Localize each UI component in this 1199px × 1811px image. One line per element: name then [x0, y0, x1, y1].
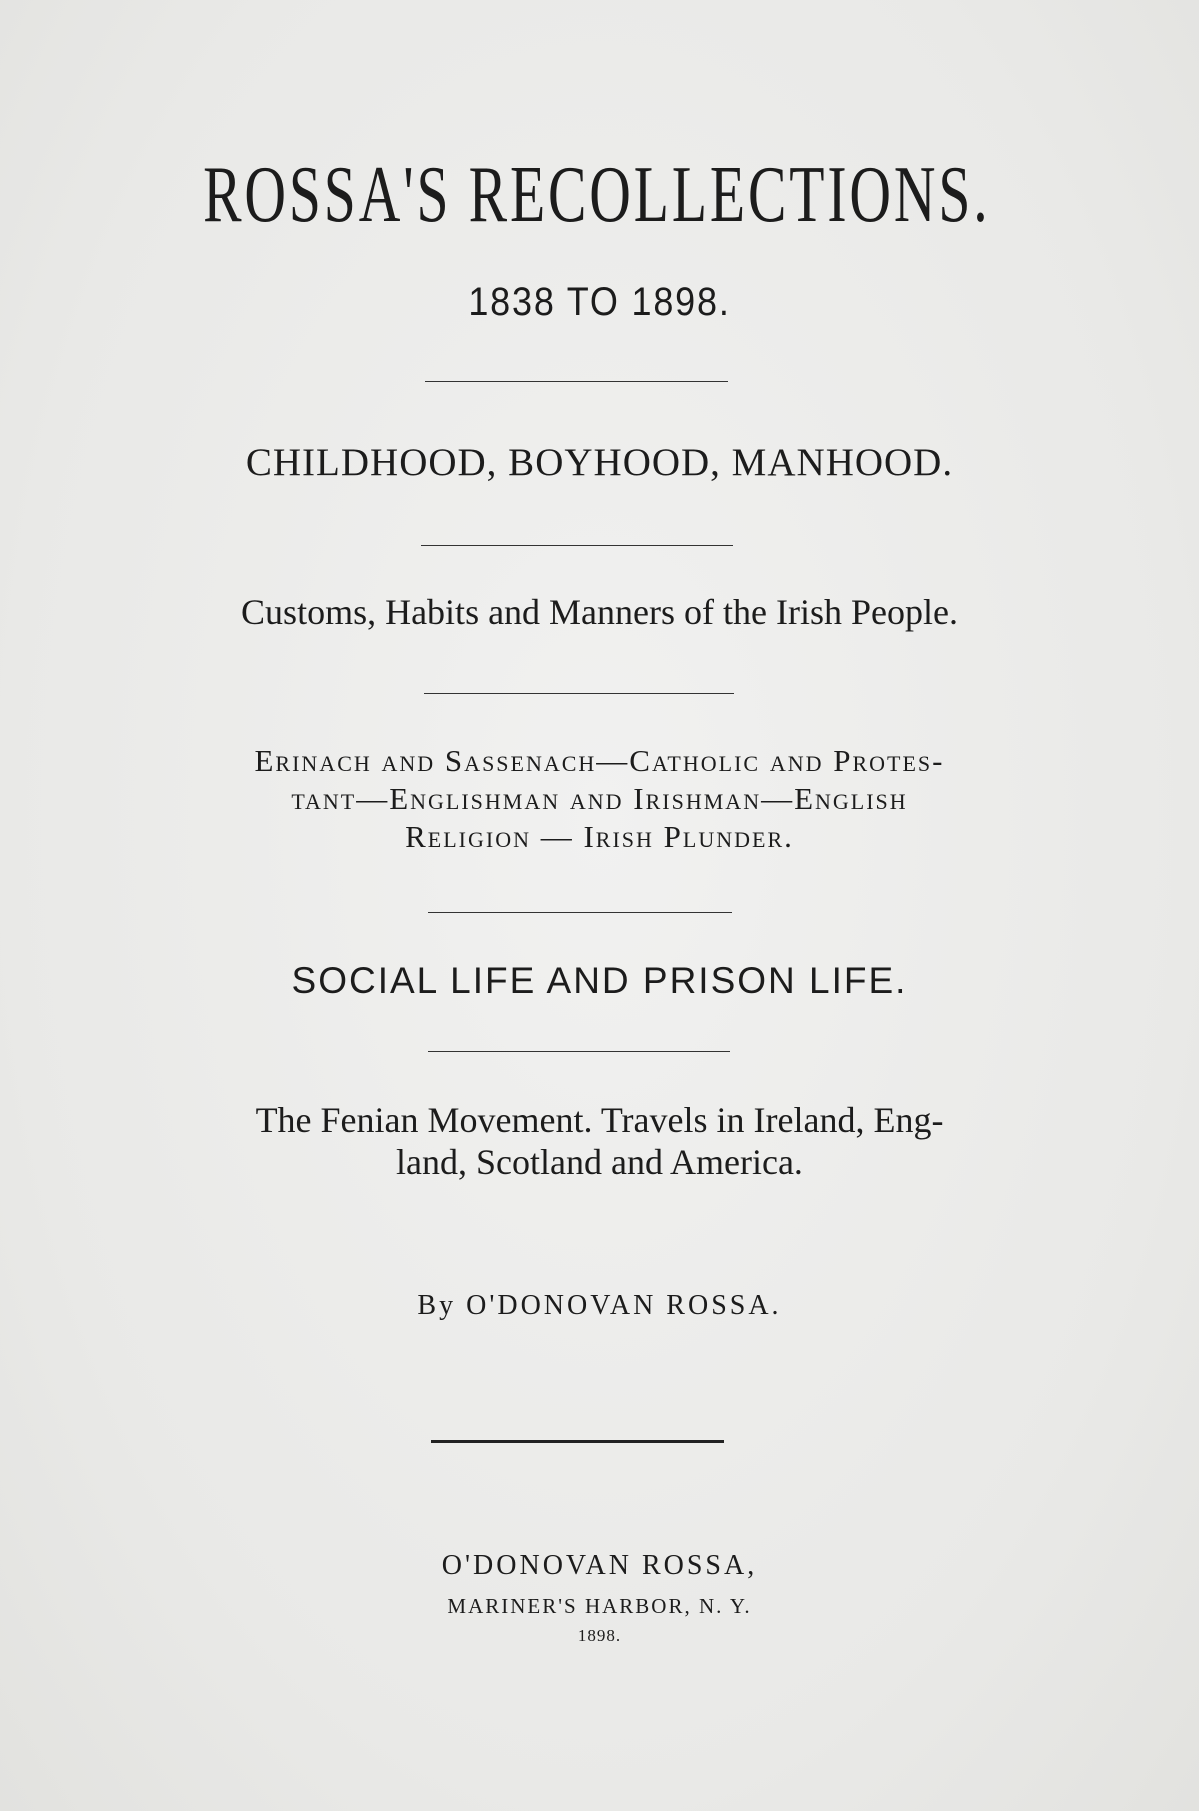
date-range: 1838 TO 1898.: [468, 280, 731, 324]
section-customs: Customs, Habits and Manners of the Irish People.: [241, 592, 958, 632]
divider-rule: [421, 545, 733, 546]
section-childhood: CHILDHOOD, BOYHOOD, MANHOOD.: [245, 441, 954, 484]
publisher-name: O'DONOVAN ROSSA,: [441, 1550, 758, 1581]
section-social-life: SOCIAL LIFE AND PRISON LIFE.: [291, 960, 908, 1001]
publication-year: 1898.: [577, 1626, 622, 1645]
divider-rule: [424, 693, 734, 694]
book-title: ROSSA'S RECOLLECTIONS.: [203, 151, 991, 239]
section-erinach-line3: Religion — Irish Plunder.: [405, 819, 794, 854]
section-erinach-line1: Erinach and Sassenach—Catholic and Protes-: [254, 743, 945, 778]
section-fenian-line2: land, Scotland and America.: [396, 1142, 803, 1182]
divider-rule: [428, 912, 732, 913]
divider-rule: [428, 1051, 730, 1052]
divider-rule: [425, 381, 728, 382]
section-fenian-line1: The Fenian Movement. Travels in Ireland, Eng-: [255, 1100, 944, 1140]
publisher-place: MARINER'S HARBOR, N. Y.: [447, 1594, 752, 1618]
section-erinach-line2: tant—Englishman and Irishman—English: [291, 781, 908, 816]
thick-divider-rule: [431, 1440, 724, 1443]
author-byline: By O'DONOVAN ROSSA.: [417, 1290, 782, 1321]
